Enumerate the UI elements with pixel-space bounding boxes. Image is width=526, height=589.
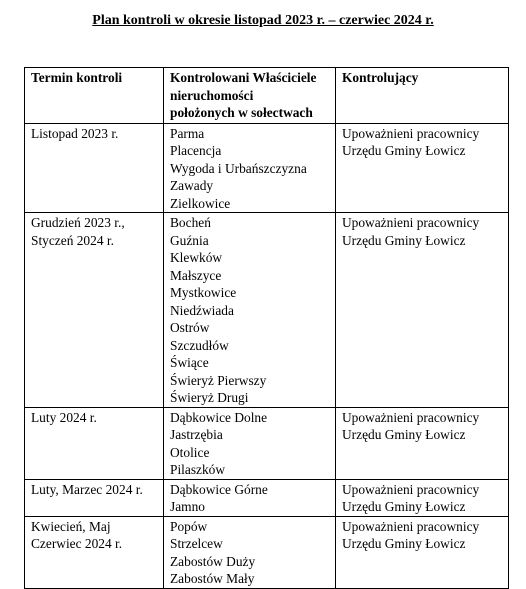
controller-cell <box>336 213 509 408</box>
village-item: Parma <box>170 125 205 141</box>
term-line: Czerwiec 2024 r. <box>31 536 123 551</box>
village-item: Popów <box>170 518 208 534</box>
term-cell <box>25 479 164 516</box>
village-item: Wygoda i Urbańszczyzna <box>170 160 307 176</box>
document-title-text: Plan kontroli w okresie listopad 2023 r. – czerwiec 2024 r. <box>92 13 434 28</box>
village-item: Mystkowice <box>170 285 237 300</box>
controller-line: Upoważnieni pracownicy <box>342 518 480 534</box>
control-plan-table <box>24 67 509 589</box>
term-cell <box>25 407 164 479</box>
term-line: Luty, Marzec 2024 r. <box>31 481 143 497</box>
controller-cell <box>336 123 509 213</box>
villages-cell <box>164 516 336 588</box>
header-controller <box>336 68 509 124</box>
controller-cell <box>336 516 509 588</box>
villages-cell <box>164 407 336 479</box>
controller-line: Upoważnieni pracownicy <box>342 409 480 425</box>
controller-line: Urzędu Gminy Łowicz <box>342 499 466 514</box>
controller-cell <box>336 479 509 516</box>
controller-line: Upoważnieni pracownicy <box>342 125 480 141</box>
village-item: Pilaszków <box>170 462 226 477</box>
controller-cell <box>336 407 509 479</box>
village-item: Niedźwiada <box>170 302 234 318</box>
controller-line: Urzędu Gminy Łowicz <box>342 232 466 248</box>
header-villages-line: nieruchomości <box>170 87 254 103</box>
village-item: Jamno <box>170 499 205 514</box>
village-item: Świeryż Drugi <box>170 390 249 405</box>
table-row <box>25 407 509 479</box>
term-line: Listopad 2023 r. <box>31 125 119 141</box>
term-line: Styczeń 2024 r. <box>31 232 114 248</box>
term-cell <box>25 123 164 213</box>
villages-cell <box>164 213 336 408</box>
village-item: Zabostów Mały <box>170 571 255 586</box>
header-term-line: Termin kontroli <box>31 70 123 85</box>
village-item: Placencja <box>170 143 222 158</box>
village-item: Strzelcew <box>170 536 223 551</box>
village-item: Jastrzębia <box>170 427 223 442</box>
controller-line: Urzędu Gminy Łowicz <box>342 143 466 158</box>
village-item: Świeryż Pierwszy <box>170 372 267 388</box>
village-item: Otolice <box>170 444 210 460</box>
table-body <box>25 123 509 588</box>
document-title <box>0 12 526 30</box>
table-row <box>25 213 509 408</box>
village-item: Małszyce <box>170 267 222 283</box>
village-item: Dąbkowice Górne <box>170 481 268 497</box>
village-item: Guźnia <box>170 232 209 248</box>
controller-line: Upoważnieni pracownicy <box>342 481 480 497</box>
header-controller-line: Kontrolujący <box>342 70 419 85</box>
village-item: Bocheń <box>170 215 211 230</box>
village-item: Zawady <box>170 178 214 193</box>
header-villages <box>164 68 336 124</box>
table-row <box>25 123 509 213</box>
term-cell <box>25 213 164 408</box>
header-villages-line: położonych w sołectwach <box>170 105 313 120</box>
table-header <box>25 68 509 124</box>
villages-cell <box>164 479 336 516</box>
term-line: Kwiecień, Maj <box>31 518 111 534</box>
table-row <box>25 479 509 516</box>
controller-line: Upoważnieni pracownicy <box>342 215 480 230</box>
village-item: Zielkowice <box>170 195 231 211</box>
controller-line: Urzędu Gminy Łowicz <box>342 427 466 442</box>
village-item: Ostrów <box>170 320 210 335</box>
villages-cell <box>164 123 336 213</box>
village-item: Klewków <box>170 250 223 265</box>
village-item: Zabostów Duży <box>170 553 256 569</box>
header-villages-line: Kontrolowani Właściciele <box>170 70 317 85</box>
header-row <box>25 68 509 124</box>
controller-line: Urzędu Gminy Łowicz <box>342 536 466 551</box>
term-cell <box>25 516 164 588</box>
header-term <box>25 68 164 124</box>
village-item: Szczudłów <box>170 337 229 353</box>
table-row <box>25 516 509 588</box>
village-item: Świące <box>170 355 209 370</box>
term-line: Luty 2024 r. <box>31 409 97 425</box>
term-line: Grudzień 2023 r., <box>31 215 125 230</box>
village-item: Dąbkowice Dolne <box>170 409 268 425</box>
